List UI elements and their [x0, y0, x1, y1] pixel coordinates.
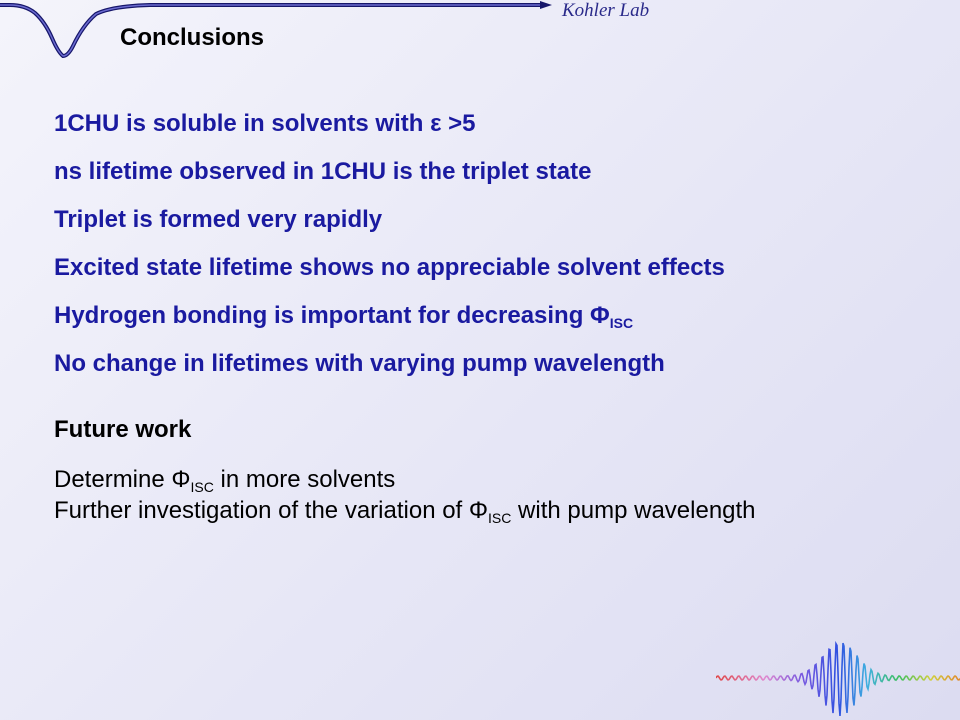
conclusion-item: ns lifetime observed in 1CHU is the triplet state: [54, 158, 592, 185]
conclusions-list: [54, 109, 725, 397]
conclusion-item: Triplet is formed very rapidly: [54, 206, 383, 233]
signal-trace-icon: [0, 0, 660, 70]
conclusion-item: No change in lifetimes with varying pump wavelength: [54, 350, 665, 377]
future-work-item: Further investigation of the variation of $\Phi_{ISC}$ with pump wavelength: [54, 497, 756, 526]
future-work-list: [54, 465, 756, 527]
future-work-heading: Future work: [54, 416, 192, 443]
rainbow-pulse-icon: [716, 630, 960, 720]
future-work-item: Determine $\Phi_{ISC}$ in more solvents: [54, 466, 396, 495]
slide-title: Conclusions: [120, 24, 265, 51]
conclusion-item: Hydrogen bonding is important for decreasing $\Phi_{ISC}$: [54, 302, 634, 331]
lab-logo: Kohler Lab: [562, 0, 650, 21]
conclusion-item: Excited state lifetime shows no appreciable solvent effects: [54, 254, 725, 281]
conclusion-item: 1CHU is soluble in solvents with ε >5: [54, 110, 476, 137]
